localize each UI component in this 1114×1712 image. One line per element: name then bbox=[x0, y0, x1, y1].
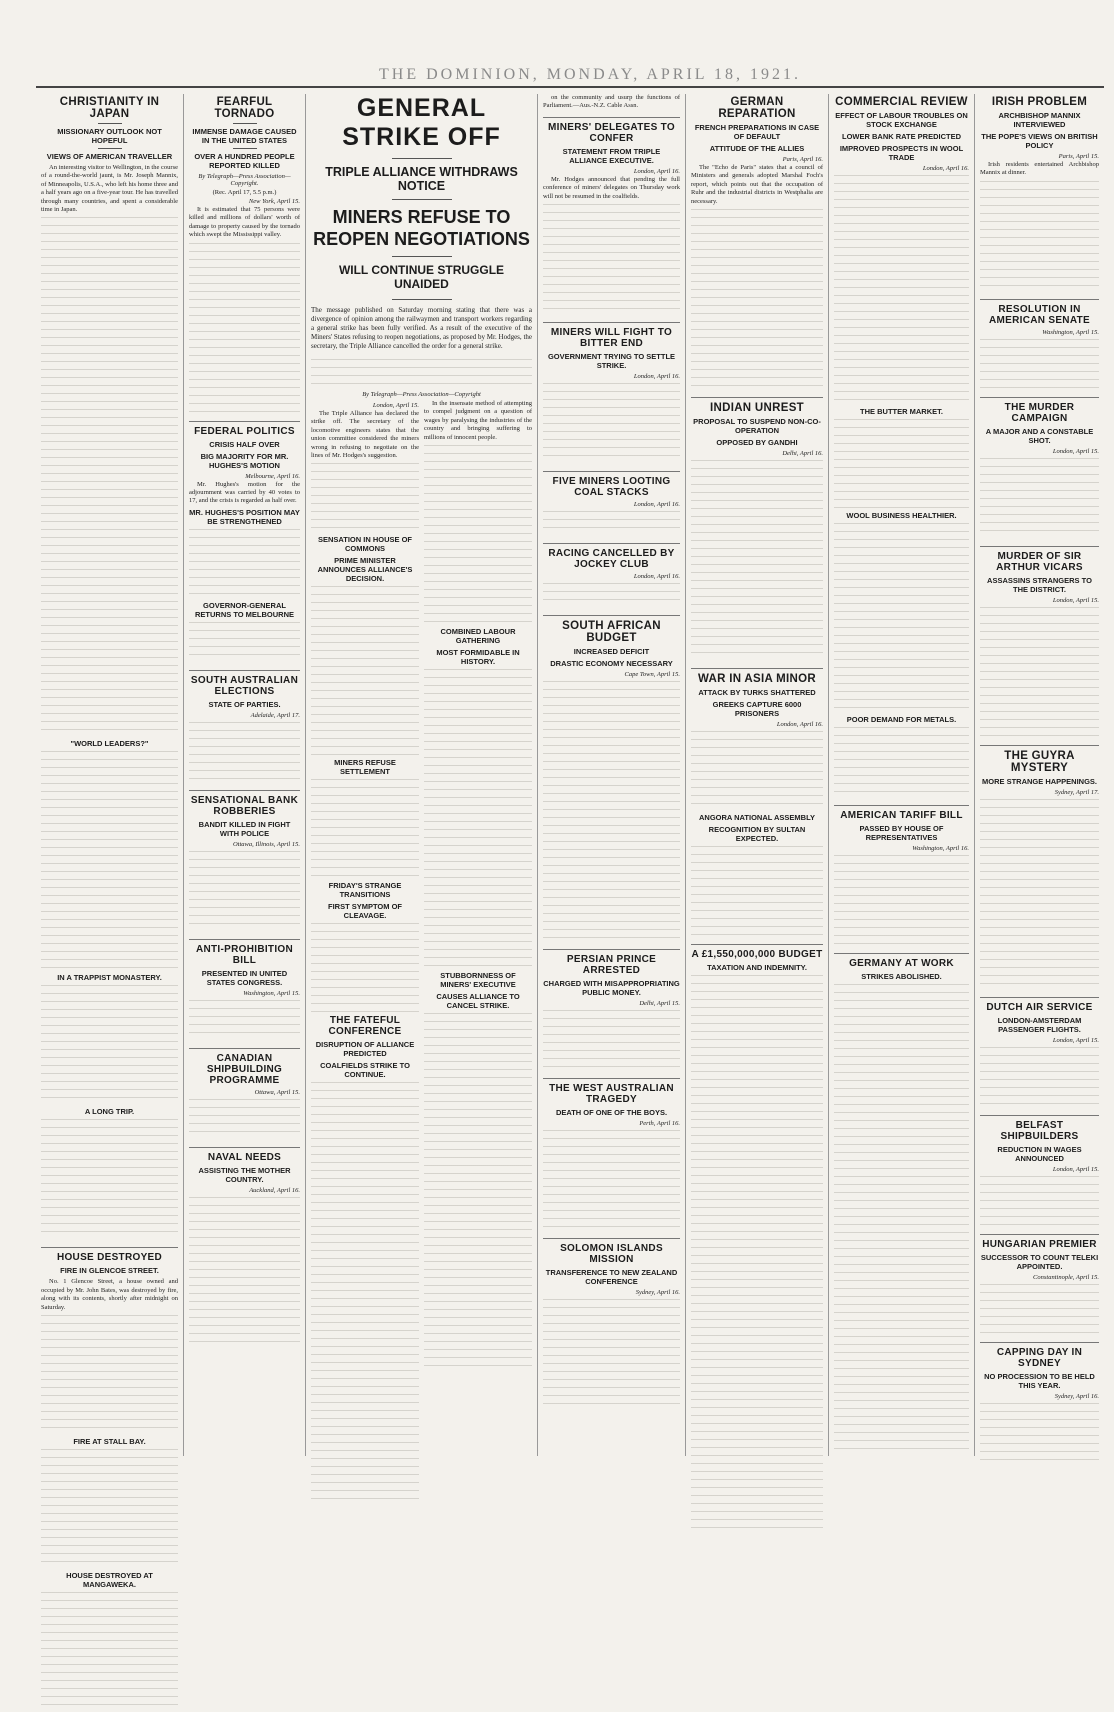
dateline: New York, April 15. bbox=[248, 198, 300, 205]
dateline: London, April 16. bbox=[633, 373, 680, 381]
subheadline: "WORLD LEADERS?" bbox=[70, 739, 149, 749]
subheadline: IN A TRAPPIST MONASTERY. bbox=[57, 973, 162, 983]
article-body bbox=[41, 1278, 178, 1312]
body-text-lines bbox=[189, 1197, 300, 1347]
dateline: Constantinople, April 15. bbox=[1033, 1273, 1099, 1281]
subheadline: STATE OF PARTIES. bbox=[208, 699, 281, 709]
headline: WAR IN ASIA MINOR bbox=[698, 673, 816, 686]
subheadline: ASSISTING THE MOTHER COUNTRY. bbox=[198, 1165, 291, 1184]
body-text-lines bbox=[691, 846, 823, 936]
dateline: Delhi, April 16. bbox=[782, 450, 823, 458]
divider bbox=[834, 953, 969, 954]
dateline: London, April 15. bbox=[372, 402, 419, 409]
body-text-lines bbox=[41, 751, 178, 971]
body-text-lines bbox=[834, 175, 969, 405]
body-text-lines bbox=[189, 529, 300, 599]
subheadline: STUBBORNNESS OF MINERS' EXECUTIVE bbox=[440, 971, 516, 990]
body-text-lines bbox=[41, 217, 178, 737]
headline: CHRISTIANITY IN JAPAN bbox=[59, 96, 160, 120]
headline: FEARFUL TORNADO bbox=[214, 96, 275, 120]
body-text-lines bbox=[311, 779, 419, 879]
body-text-lines bbox=[691, 460, 823, 660]
paragraph: Irish residents entertained Archbishop Mannix at dinner. bbox=[980, 161, 1099, 177]
body-text-lines bbox=[980, 799, 1099, 989]
article-bank-robberies bbox=[189, 795, 300, 931]
article-christianity-japan bbox=[41, 96, 178, 1239]
subheadline: THE BUTTER MARKET. bbox=[860, 407, 943, 416]
body-text-lines bbox=[41, 1315, 178, 1435]
headline: CANADIAN SHIPBUILDING PROGRAMME bbox=[206, 1052, 283, 1086]
headline: FIVE MINERS LOOTING COAL STACKS bbox=[552, 476, 671, 499]
body-text-lines bbox=[543, 1130, 680, 1230]
dateline: London, April 16. bbox=[633, 167, 680, 175]
article-capping-day bbox=[980, 1347, 1099, 1463]
divider bbox=[543, 615, 680, 616]
main-headline: GENERAL STRIKE OFF bbox=[342, 94, 501, 151]
divider bbox=[189, 939, 300, 940]
subheadline: FIRE IN GLENCOE STREET. bbox=[60, 1266, 159, 1276]
paragraph: Mr. Hodges announced that pending the full conference of miners' delegates on Thursday work will not be resumed in the coalfields. bbox=[543, 175, 680, 200]
body-text-lines bbox=[189, 1099, 300, 1139]
subheadline: MOST FORMIDABLE IN HISTORY. bbox=[436, 648, 520, 667]
body-text-lines bbox=[543, 204, 680, 314]
subheadline: CRISIS HALF OVER bbox=[209, 439, 280, 449]
article-federal-politics bbox=[189, 426, 300, 662]
headline: CAPPING DAY IN SYDNEY bbox=[996, 1346, 1083, 1369]
divider bbox=[980, 1234, 1099, 1235]
body-text-lines bbox=[980, 1176, 1099, 1226]
subheadline: DISRUPTION OF ALLIANCE PREDICTED bbox=[315, 1040, 415, 1059]
divider bbox=[189, 670, 300, 671]
subheadline: STATEMENT FROM TRIPLE ALLIANCE EXECUTIVE. bbox=[562, 146, 661, 165]
subheadline: COALFIELDS STRIKE TO CONTINUE. bbox=[320, 1061, 410, 1080]
divider bbox=[392, 158, 452, 159]
subheadline: NO PROCESSION TO BE HELD THIS YEAR. bbox=[984, 1371, 1095, 1390]
divider bbox=[392, 299, 452, 300]
subheadline: FRIDAY'S STRANGE TRANSITIONS bbox=[328, 881, 402, 900]
body-text-lines bbox=[311, 923, 419, 1013]
divider bbox=[980, 299, 1099, 300]
divider bbox=[980, 1342, 1099, 1343]
headline: SOLOMON ISLANDS MISSION bbox=[560, 1243, 663, 1266]
body-text-lines bbox=[691, 209, 823, 389]
body-text-lines bbox=[189, 243, 300, 413]
divider bbox=[543, 1078, 680, 1079]
subheadline: PROPOSAL TO SUSPEND NON-CO-OPERATION bbox=[693, 417, 821, 436]
body-text-lines bbox=[189, 1000, 300, 1040]
subheadline: ARCHBISHOP MANNIX INTERVIEWED bbox=[998, 111, 1081, 129]
masthead-rule bbox=[36, 86, 1104, 88]
article-sir-arthur-vicars bbox=[980, 551, 1099, 737]
article-germany-at-work bbox=[834, 958, 969, 1454]
body-text-lines bbox=[980, 1403, 1099, 1463]
body-text-lines bbox=[691, 731, 823, 811]
article-sa-budget bbox=[543, 620, 680, 941]
subheadline: MINERS REFUSE SETTLEMENT bbox=[334, 758, 396, 777]
divider bbox=[543, 949, 680, 950]
subheadline: DEATH OF ONE OF THE BOYS. bbox=[555, 1108, 668, 1118]
article-hungarian-premier bbox=[980, 1239, 1099, 1334]
divider bbox=[980, 745, 1099, 746]
body-text-lines bbox=[543, 511, 680, 535]
subheadline: FIRST SYMPTOM OF CLEAVAGE. bbox=[327, 902, 403, 921]
headline: ANTI-PROHIBITION BILL bbox=[195, 943, 294, 966]
subheadline: REDUCTION IN WAGES ANNOUNCED bbox=[997, 1144, 1082, 1163]
headline: SENSATIONAL BANK ROBBERIES bbox=[190, 794, 299, 817]
main-subheadline: MINERS REFUSE TO REOPEN NEGOTIATIONS bbox=[313, 207, 530, 249]
dateline: Washington, April 15. bbox=[243, 989, 300, 997]
dateline: Delhi, April 15. bbox=[639, 1000, 680, 1008]
divider bbox=[543, 543, 680, 544]
main-subheadline: TRIPLE ALLIANCE WITHDRAWS NOTICE bbox=[325, 165, 518, 193]
body-text-lines bbox=[834, 419, 969, 509]
dateline: London, April 16. bbox=[922, 165, 969, 172]
dateline: London, April 16. bbox=[633, 501, 680, 509]
body-text-lines bbox=[41, 1592, 178, 1712]
headline: BELFAST SHIPBUILDERS bbox=[1000, 1119, 1079, 1142]
body-text-lines bbox=[424, 669, 532, 969]
divider bbox=[980, 546, 1099, 547]
subheadline: THE FATEFUL CONFERENCE bbox=[328, 1015, 402, 1038]
body-text-lines bbox=[834, 727, 969, 797]
column-5 bbox=[686, 94, 829, 1456]
dateline: Ottawa, April 15. bbox=[254, 1088, 300, 1096]
subheadline: GREEKS CAPTURE 6000 PRISONERS bbox=[712, 700, 802, 719]
divider bbox=[543, 117, 680, 118]
article-looting-coal bbox=[543, 476, 680, 535]
article-murder-campaign bbox=[980, 402, 1099, 538]
article-body bbox=[543, 176, 680, 201]
divider bbox=[189, 1048, 300, 1049]
dateline: Paris, April 15. bbox=[1058, 153, 1099, 160]
article-german-budget bbox=[691, 949, 823, 1535]
divider bbox=[691, 668, 823, 669]
subheadline: LONDON-AMSTERDAM PASSENGER FLIGHTS. bbox=[997, 1015, 1082, 1034]
divider bbox=[392, 256, 452, 257]
paragraph: on the community and usurp the functions of Parliament.—Aus.-N.Z. Cable Assn. bbox=[543, 94, 680, 110]
headline: AMERICAN TARIFF BILL bbox=[840, 810, 963, 821]
paragraph: The "Echo de Paris" states that a council of Ministers and generals adopted Marshal Foch's report, which points out that the occupation of Ruhr and the industrial districts in Westphalia are necessary. bbox=[691, 164, 823, 205]
body-text-lines bbox=[41, 1449, 178, 1569]
column-1 bbox=[36, 94, 184, 1590]
divider bbox=[543, 471, 680, 472]
dateline: Paris, April 16. bbox=[782, 156, 823, 163]
article-solomon-islands bbox=[543, 1243, 680, 1409]
body-text-lines bbox=[980, 1284, 1099, 1334]
body-text-lines bbox=[41, 985, 178, 1105]
subheadline: A LONG TRIP. bbox=[84, 1107, 135, 1117]
body-text-lines bbox=[424, 445, 532, 625]
headline: IRISH PROBLEM bbox=[991, 96, 1088, 108]
masthead: THE DOMINION, MONDAY, APRIL 18, 1921. bbox=[379, 66, 801, 83]
body-text-lines bbox=[41, 1119, 178, 1239]
dateline: London, April 15. bbox=[1052, 447, 1099, 455]
subheadline: A MAJOR AND A CONSTABLE SHOT. bbox=[985, 426, 1094, 445]
headline: HUNGARIAN PREMIER bbox=[982, 1238, 1097, 1250]
column-2 bbox=[184, 94, 306, 1456]
article-body bbox=[41, 164, 178, 214]
subheadline: WOOL BUSINESS HEALTHIER. bbox=[846, 511, 957, 520]
dateline: London, April 16. bbox=[776, 721, 823, 729]
article-american-tariff bbox=[834, 810, 969, 945]
body-text-lines bbox=[543, 1010, 680, 1070]
article-body bbox=[691, 164, 823, 206]
column-7 bbox=[975, 94, 1104, 1456]
dateline: Auckland, April 16. bbox=[249, 1186, 300, 1194]
headline: SOUTH AFRICAN BUDGET bbox=[562, 620, 661, 645]
dateline: Sydney, April 16. bbox=[1054, 1392, 1099, 1400]
subheadline: GOVERNOR-GENERAL RETURNS TO MELBOURNE bbox=[194, 600, 295, 619]
subheadline: TRANSFERENCE TO NEW ZEALAND CONFERENCE bbox=[545, 1268, 678, 1287]
dateline: Washington, April 16. bbox=[912, 845, 969, 852]
subheadline: HOUSE DESTROYED AT MANGAWEKA. bbox=[66, 1571, 153, 1590]
headline: HOUSE DESTROYED bbox=[56, 1252, 163, 1264]
subheadline: MR. HUGHES'S POSITION MAY BE STRENGTHENED bbox=[189, 507, 300, 526]
body-text-lines bbox=[189, 851, 300, 931]
subheadline: SUCCESSOR TO COUNT TELEKI APPOINTED. bbox=[980, 1252, 1099, 1271]
paragraph: In the insensate method of attempting to compel judgment on a question of wages by paralysing the industries of the country and bringing suffering to millions of innocent people. bbox=[424, 400, 532, 441]
subheadline: BIG MAJORITY FOR MR. HUGHES'S MOTION bbox=[200, 451, 289, 470]
subheadline: POOR DEMAND FOR METALS. bbox=[846, 715, 957, 724]
body-text-lines bbox=[543, 583, 680, 607]
article-miners-delegates bbox=[543, 122, 680, 314]
body-text-lines bbox=[543, 383, 680, 463]
dateline: London, April 15. bbox=[1052, 1165, 1099, 1173]
subheadline: PRESENTED IN UNITED STATES CONGRESS. bbox=[201, 968, 288, 987]
column-4 bbox=[538, 94, 686, 1456]
article-body bbox=[189, 481, 300, 506]
subheadline: INCREASED DEFICIT bbox=[573, 647, 650, 657]
body-text-lines bbox=[311, 1082, 419, 1502]
article-wa-tragedy bbox=[543, 1083, 680, 1230]
body-text-lines bbox=[980, 458, 1099, 538]
divider bbox=[980, 997, 1099, 998]
subheadline: SENSATION IN HOUSE OF COMMONS bbox=[317, 535, 413, 554]
main-story-columns bbox=[311, 400, 532, 1502]
subheadline: DRASTIC ECONOMY NECESSARY bbox=[550, 659, 673, 669]
divider bbox=[834, 805, 969, 806]
subheadline: FIRE AT STALL BAY. bbox=[73, 1437, 146, 1447]
subheadline: IMMENSE DAMAGE CAUSED IN THE UNITED STATES bbox=[192, 127, 297, 145]
main-story-right bbox=[424, 400, 532, 1502]
subheadline: CAUSES ALLIANCE TO CANCEL STRIKE. bbox=[436, 992, 520, 1011]
article-body bbox=[189, 206, 300, 240]
subheadline: TAXATION AND INDEMNITY. bbox=[707, 963, 807, 973]
dateline: Adelaide, April 17. bbox=[250, 711, 300, 719]
subheadline: ATTACK BY TURKS SHATTERED bbox=[698, 688, 816, 698]
paragraph: No. 1 Glencoe Street, a house owned and occupied by Mr. John Bates, was destroyed by fire, along with its contents, shortly after midnight on Saturday. bbox=[41, 1278, 178, 1311]
body-text-lines bbox=[311, 586, 419, 756]
article-body bbox=[424, 400, 532, 442]
subheadline: CHARGED WITH MISAPPROPRIATING PUBLIC MONEY. bbox=[543, 979, 680, 998]
headline: MURDER OF SIR ARTHUR VICARS bbox=[996, 550, 1083, 573]
divider bbox=[392, 199, 452, 200]
subheadline: OVER A HUNDRED PEOPLE REPORTED KILLED bbox=[194, 152, 295, 170]
body-text-lines bbox=[834, 984, 969, 1454]
paragraph: It is estimated that 75 persons were killed and millions of dollars' worth of damage to property caused by the tornado which swept the Mississippi valley. bbox=[189, 206, 300, 239]
article-body bbox=[980, 161, 1099, 178]
subheadline: LOWER BANK RATE PREDICTED bbox=[841, 132, 962, 141]
paragraph: An interesting visitor to Wellington, in the course of a round-the-world jaunt, is Mr. Joseph Mannix, of Minneapolis, U.S.A., who left his home three and a half years ago on a five-year tour. He has travelled through many countries, and spent a considerable time in Japan. bbox=[41, 164, 178, 214]
subheadline: IMPROVED PROSPECTS IN WOOL TRADE bbox=[839, 144, 964, 162]
lede-paragraph: The message published on Saturday morning stating that there was a divergence of opinion among the railwaymen and transport workers regarding a general strike has been fully verified. As a result of the executive of the Miners' States refusing to reopen negotiations, as proposed by Mr. Hodges, the secretary, the Triple Alliance cancelled the order for a general strike. bbox=[311, 306, 532, 350]
subheadline: ATTITUDE OF THE ALLIES bbox=[709, 144, 805, 153]
headline: MINERS' DELEGATES TO CONFER bbox=[548, 121, 675, 144]
subheadline: PASSED BY HOUSE OF REPRESENTATIVES bbox=[859, 824, 944, 842]
dateline: Ottawa, Illinois, April 15. bbox=[232, 840, 300, 848]
body-text-lines bbox=[189, 722, 300, 782]
paragraph: Mr. Hughes's motion for the adjournment was carried by 40 votes to 17, and the crisis is regarded as half over. bbox=[189, 480, 300, 505]
body-text-lines bbox=[834, 855, 969, 945]
subheadline: MISSIONARY OUTLOOK NOT HOPEFUL bbox=[57, 127, 162, 145]
article-indian-unrest bbox=[691, 402, 823, 660]
column-3-main-story bbox=[306, 94, 538, 1456]
headline: RESOLUTION IN AMERICAN SENATE bbox=[989, 303, 1090, 326]
column-6 bbox=[829, 94, 975, 1456]
headline: RACING CANCELLED BY JOCKEY CLUB bbox=[548, 548, 675, 571]
article-racing-cancelled bbox=[543, 548, 680, 607]
body-text-lines bbox=[189, 622, 300, 662]
body-text-lines bbox=[424, 1013, 532, 1373]
divider bbox=[691, 944, 823, 945]
dateline: London, April 15. bbox=[1052, 596, 1099, 604]
subheadline: VIEWS OF AMERICAN TRAVELLER bbox=[46, 152, 173, 161]
headline: THE GUYRA MYSTERY bbox=[1004, 749, 1075, 774]
article-persian-prince bbox=[543, 954, 680, 1070]
headline: FEDERAL POLITICS bbox=[194, 425, 295, 437]
headline: PERSIAN PRINCE ARRESTED bbox=[566, 954, 657, 977]
article-war-asia-minor bbox=[691, 673, 823, 936]
dateline: Cape Town, April 15. bbox=[624, 671, 680, 679]
body-text-lines bbox=[691, 975, 823, 1535]
subheadline: THE POPE'S VIEWS ON BRITISH POLICY bbox=[981, 132, 1098, 150]
divider bbox=[41, 1247, 178, 1248]
dateline: London, April 16. bbox=[633, 573, 680, 581]
body-text-lines bbox=[543, 681, 680, 941]
subheadline: ASSASSINS STRANGERS TO THE DISTRICT. bbox=[987, 575, 1092, 594]
body-text-lines bbox=[834, 523, 969, 713]
dateline: Sydney, April 16. bbox=[635, 1289, 680, 1297]
subheadline: STRIKES ABOLISHED. bbox=[861, 972, 942, 981]
subheadline: OPPOSED BY GANDHI bbox=[716, 438, 798, 448]
subheadline: PRIME MINISTER ANNOUNCES ALLIANCE'S DECISION. bbox=[317, 556, 413, 584]
article-american-senate bbox=[980, 304, 1099, 389]
article-anti-prohibition bbox=[189, 944, 300, 1040]
article-naval-needs bbox=[189, 1152, 300, 1347]
divider bbox=[98, 123, 122, 124]
article-house-destroyed bbox=[41, 1252, 178, 1712]
article-irish-problem bbox=[980, 96, 1099, 291]
headline: GERMANY AT WORK bbox=[849, 958, 954, 969]
article-commercial-review bbox=[834, 96, 969, 797]
body-text-lines bbox=[980, 339, 1099, 389]
dateline: Perth, April 16. bbox=[639, 1120, 680, 1128]
divider bbox=[691, 397, 823, 398]
headline: MINERS WILL FIGHT TO BITTER END bbox=[550, 327, 673, 350]
wire-credit: By Telegraph—Press Association—Copyright bbox=[362, 391, 481, 398]
divider bbox=[189, 1147, 300, 1148]
dateline: London, April 15. bbox=[1052, 1036, 1099, 1044]
article-dutch-air bbox=[980, 1002, 1099, 1107]
article-canadian-shipbuilding bbox=[189, 1053, 300, 1139]
subheadline: GOVERNMENT TRYING TO SETTLE STRIKE. bbox=[547, 352, 676, 371]
body-text-lines bbox=[311, 463, 419, 533]
columns bbox=[36, 94, 1104, 1590]
wire-credit: By Telegraph—Press Association—Copyright. bbox=[198, 173, 291, 187]
subheadline: BANDIT KILLED IN FIGHT WITH POLICE bbox=[198, 819, 291, 838]
headline: COMMERCIAL REVIEW bbox=[835, 96, 968, 108]
article-bitter-end bbox=[543, 327, 680, 463]
divider bbox=[543, 322, 680, 323]
article-guyra-mystery bbox=[980, 750, 1099, 989]
headline: NAVAL NEEDS bbox=[207, 1151, 282, 1163]
subheadline: ANGORA NATIONAL ASSEMBLY bbox=[699, 813, 815, 823]
dateline: Washington, April 15. bbox=[1042, 328, 1099, 336]
subheadline: FRENCH PREPARATIONS IN CASE OF DEFAULT bbox=[694, 123, 820, 141]
body-text-lines bbox=[980, 181, 1099, 291]
headline: A £1,550,000,000 BUDGET bbox=[691, 949, 823, 961]
divider bbox=[543, 1238, 680, 1239]
dateline: Sydney, April 17. bbox=[1054, 788, 1099, 796]
body-text-lines bbox=[311, 359, 532, 389]
body-text-lines bbox=[980, 1047, 1099, 1107]
subheadline: RECOGNITION BY SULTAN EXPECTED. bbox=[708, 825, 806, 844]
divider bbox=[189, 790, 300, 791]
divider bbox=[189, 421, 300, 422]
body-text-lines bbox=[543, 1299, 680, 1409]
main-subheadline: WILL CONTINUE STRUGGLE UNAIDED bbox=[338, 263, 505, 291]
article-sa-elections bbox=[189, 675, 300, 782]
article-body bbox=[311, 410, 419, 460]
headline: DUTCH AIR SERVICE bbox=[986, 1001, 1093, 1013]
divider bbox=[233, 123, 257, 124]
headline: INDIAN UNREST bbox=[710, 402, 804, 415]
divider bbox=[980, 1115, 1099, 1116]
paragraph: The Triple Alliance has declared the strike off. The secretary of the locomotive engineers states that the union committee considered the miners wrong in refusing to negotiate on the lines of Mr. Hodges's suggestion. bbox=[311, 410, 419, 460]
headline: THE WEST AUSTRALIAN TRAGEDY bbox=[549, 1083, 674, 1106]
article-german-reparation bbox=[691, 96, 823, 389]
subheadline: EFFECT OF LABOUR TROUBLES ON STOCK EXCHANGE bbox=[835, 111, 968, 129]
headline: GERMAN REPARATION bbox=[718, 96, 796, 120]
article-fearful-tornado bbox=[189, 96, 300, 413]
divider bbox=[233, 148, 257, 149]
body-text-lines bbox=[980, 607, 1099, 737]
divider bbox=[98, 148, 122, 149]
article-body bbox=[543, 94, 680, 111]
article-belfast-shipbuilders bbox=[980, 1120, 1099, 1226]
dateline: Melbourne, April 16. bbox=[245, 472, 300, 480]
subheadline: COMBINED LABOUR GATHERING bbox=[440, 627, 516, 646]
headline: THE MURDER CAMPAIGN bbox=[1004, 401, 1075, 424]
main-story-left bbox=[311, 400, 419, 1502]
subheadline: MORE STRANGE HAPPENINGS. bbox=[981, 776, 1097, 786]
received-time: (Rec. April 17, 5.5 p.m.) bbox=[212, 189, 277, 196]
headline: SOUTH AUSTRALIAN ELECTIONS bbox=[190, 674, 299, 697]
divider bbox=[980, 397, 1099, 398]
